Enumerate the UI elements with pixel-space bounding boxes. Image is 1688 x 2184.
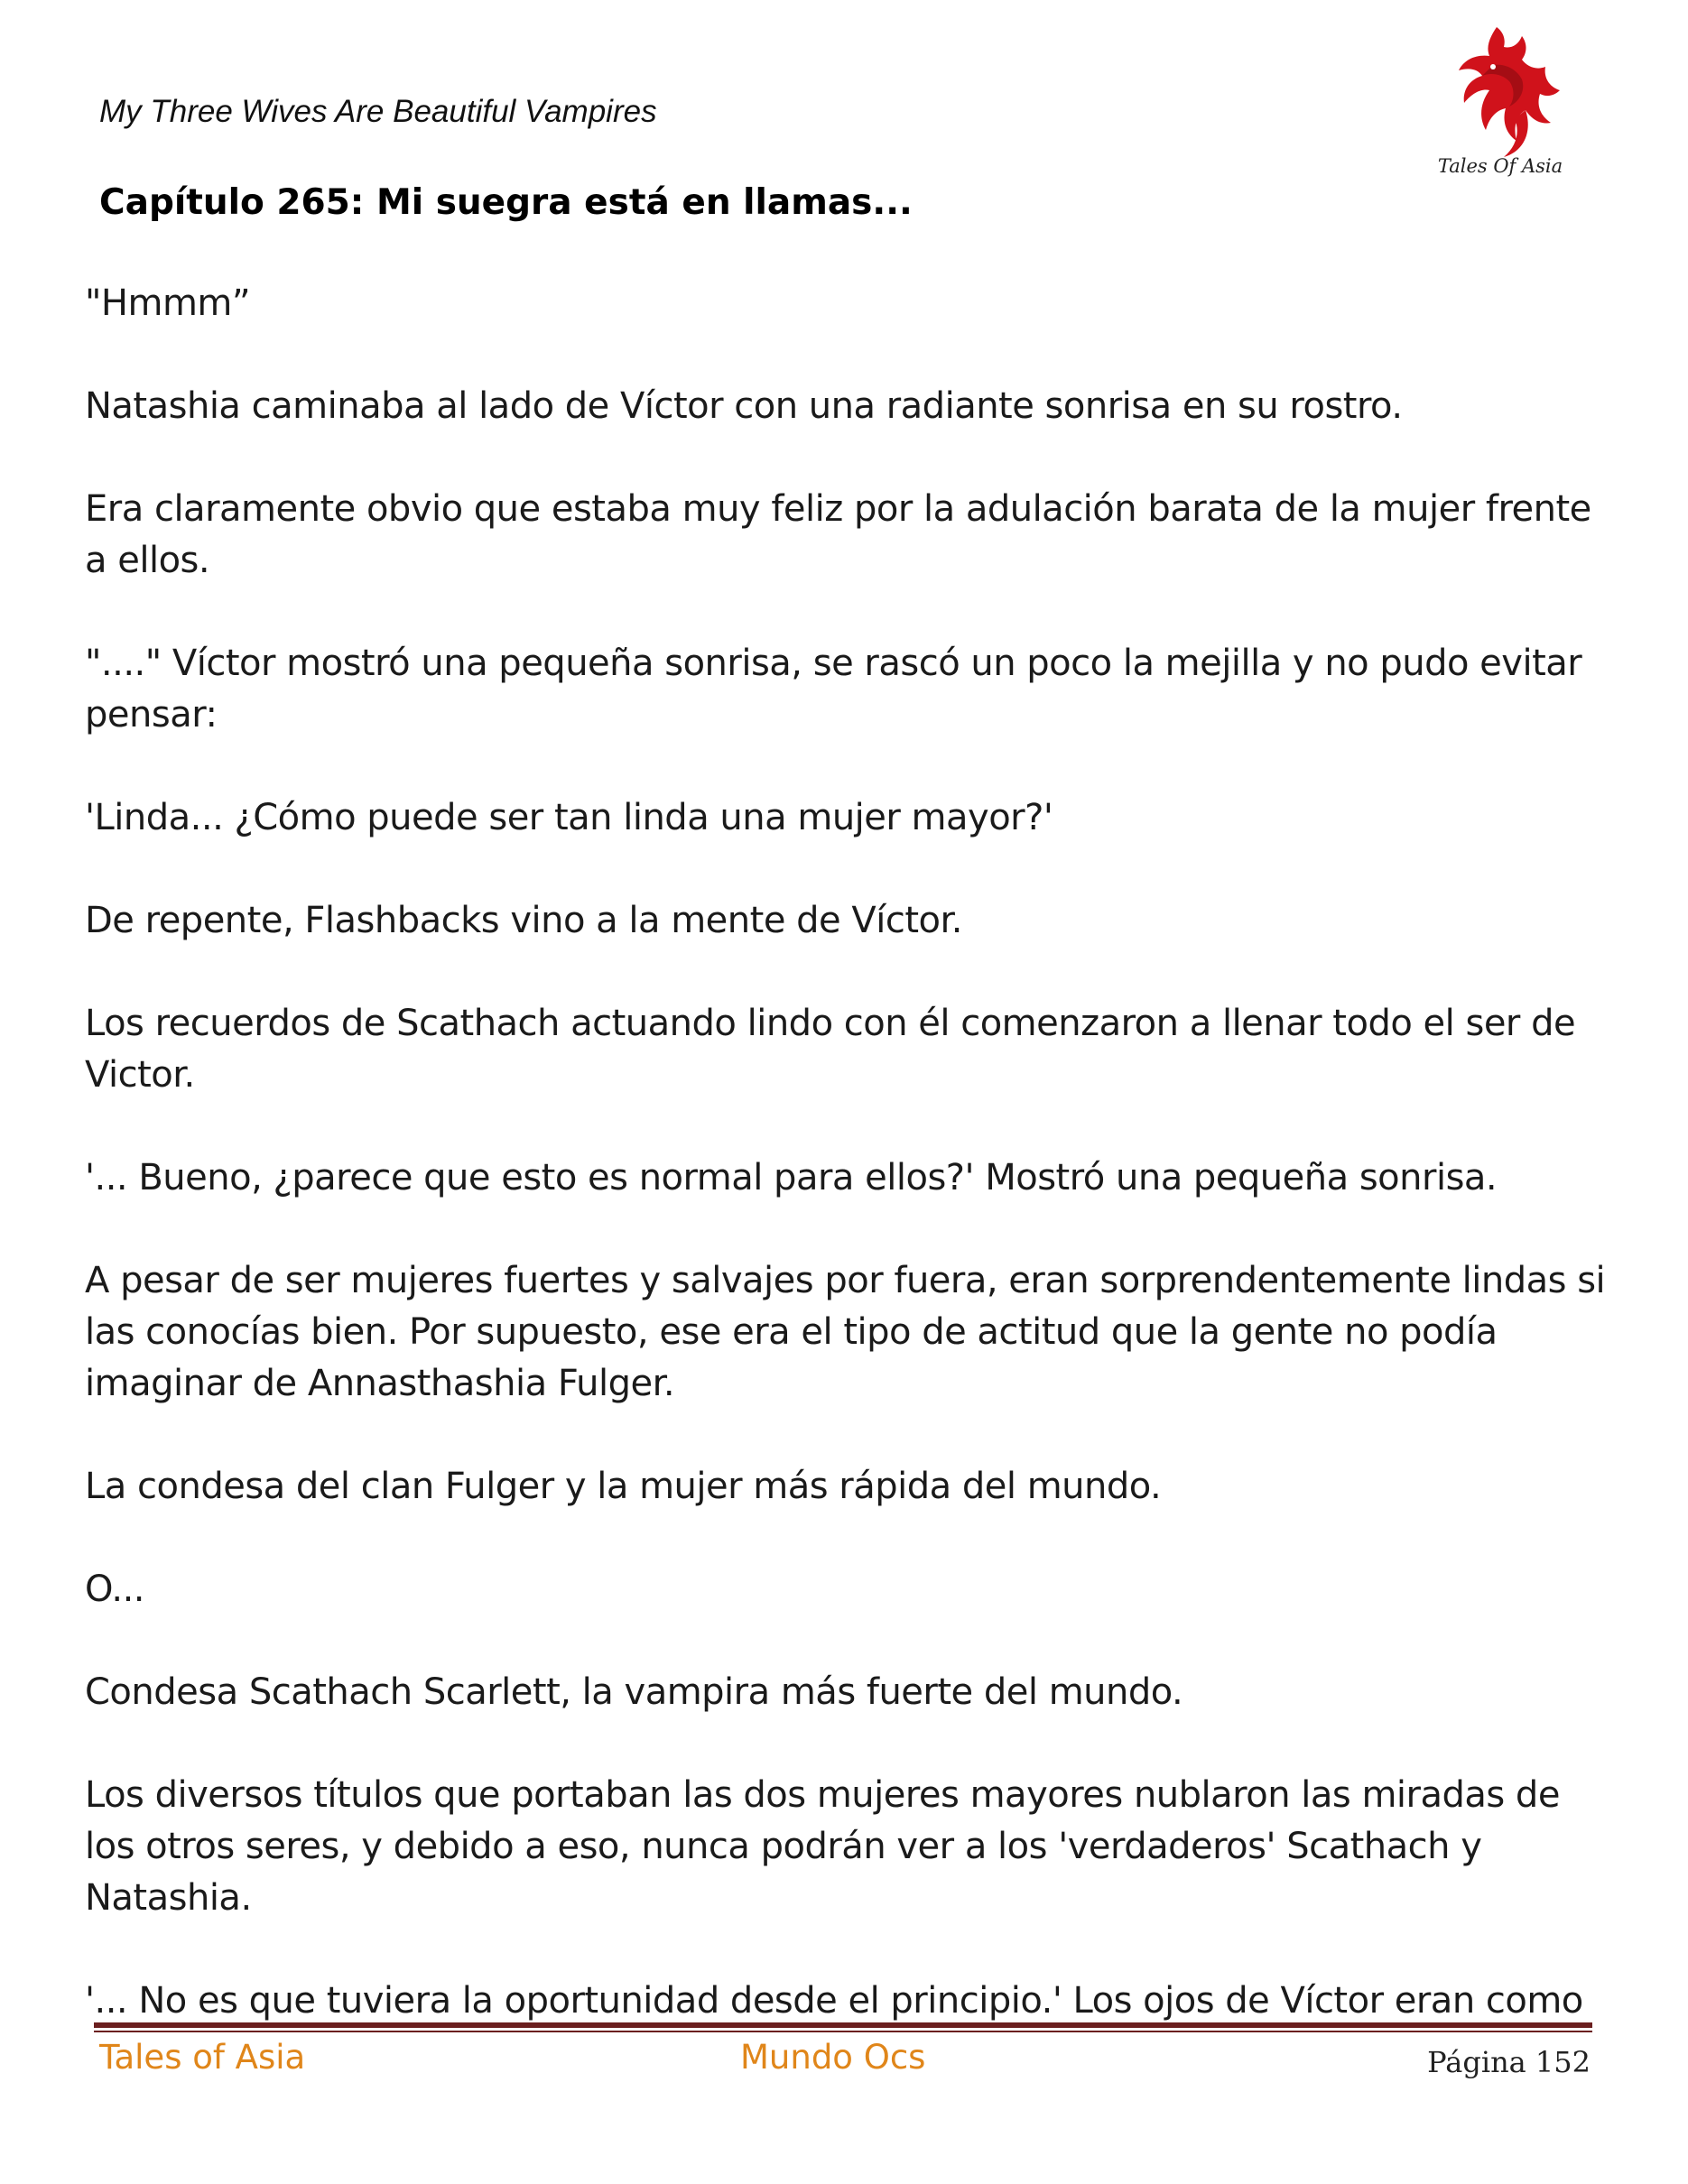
- page-number: Página 152: [1427, 2045, 1591, 2079]
- paragraph: Los recuerdos de Scathach actuando lindo con él comenzaron a llenar todo el ser de Victor.: [85, 1003, 1576, 1096]
- paragraph: O...: [85, 1569, 145, 1610]
- paragraph: "Hmmm”: [85, 282, 251, 324]
- paragraph: "...." Víctor mostró una pequeña sonrisa, se rascó un poco la mejilla y no pudo evitar pensar:: [85, 643, 1582, 736]
- paragraph: La condesa del clan Fulger y la mujer más rápida del mundo.: [85, 1466, 1162, 1507]
- chapter-title: Capítulo 265: Mi suegra está en llamas...: [99, 182, 913, 223]
- paragraph: Condesa Scathach Scarlett, la vampira más fuerte del mundo.: [85, 1671, 1183, 1713]
- chapter-body: [85, 278, 1619, 2025]
- footer-section-name: Mundo Ocs: [740, 2038, 926, 2077]
- paragraph: Los diversos títulos que portaban las dos mujeres mayores nublaron las miradas de los otros seres, y debido a eso, nunca podrán ver a los 'verdaderos' Scathach y Natashia.: [85, 1774, 1560, 1919]
- paragraph: [85, 1976, 1619, 2025]
- logo-text: Tales Of Asia: [1437, 155, 1563, 177]
- footer-site-name: Tales of Asia: [99, 2038, 306, 2077]
- footer-rule-thin: [94, 2031, 1592, 2032]
- paragraph: Era claramente obvio que estaba muy feliz por la adulación barata de la mujer frente a ellos.: [85, 488, 1591, 581]
- paragraph: De repente, Flashbacks vino a la mente de Víctor.: [85, 900, 962, 941]
- paragraph: A pesar de ser mujeres fuertes y salvajes por fuera, eran sorprendentemente lindas si las conocías bien. Por supuesto, ese era el tipo de actitud que la gente no podía imaginar de Annasthashia Fulger.: [85, 1260, 1606, 1404]
- paragraph-line: '... No es que tuviera la oportunidad desde el principio.' Los ojos de Víctor eran como: [85, 1980, 1583, 2022]
- footer-rule: [94, 2022, 1592, 2028]
- paragraph: Natashia caminaba al lado de Víctor con una radiante sonrisa en su rostro.: [85, 385, 1403, 427]
- paragraph: '... Bueno, ¿parece que esto es normal para ellos?' Mostró una pequeña sonrisa.: [85, 1157, 1498, 1198]
- book-title: My Three Wives Are Beautiful Vampires: [99, 94, 657, 129]
- paragraph: 'Linda... ¿Cómo puede ser tan linda una mujer mayor?': [85, 797, 1053, 838]
